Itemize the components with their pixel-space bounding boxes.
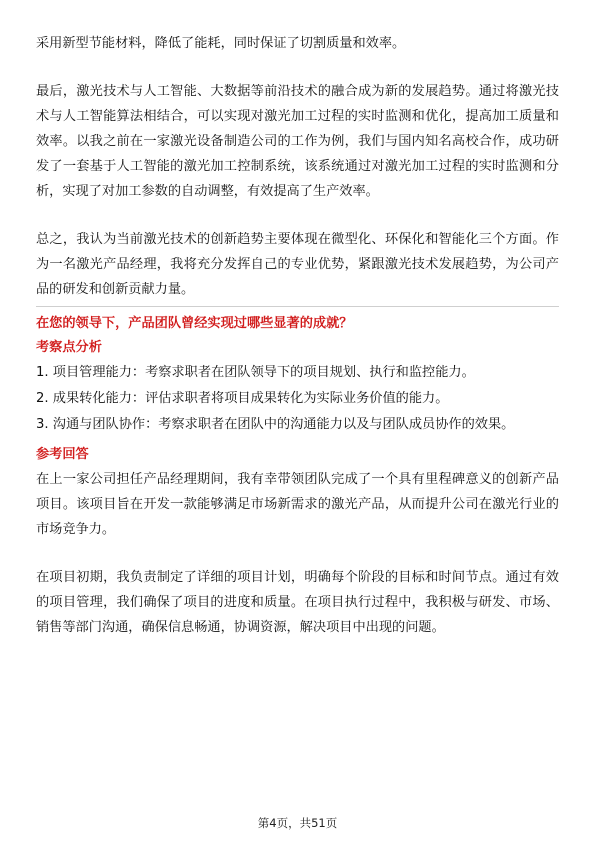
intro-tail-paragraph: 采用新型节能材料，降低了能耗，同时保证了切割质量和效率。 [36, 36, 406, 51]
analysis-title: 考察点分析 [36, 340, 102, 355]
paragraph-gap [36, 56, 559, 79]
analysis-list [36, 360, 559, 438]
analysis-point: 2. 成果转化能力：评估求职者将项目成果转化为实际业务价值的能力。 [36, 391, 449, 406]
ai-trend-paragraph: 最后，激光技术与人工智能、大数据等前沿技术的融合成为新的发展趋势。通过将激光技术与人工智能算法相结合，可以实现对激光加工过程的实时监测和优化，提高加工质量和效率。以我之前在一家激光设备制造公司的工作为例，我们与国内知名高校合作，成功研发了一套基于人工智能的激光加工控制系统，该系统通过对激光加工过程的实时监测和分析，实现了对加工参数的自动调整，有效提高了生产效率。 [36, 84, 559, 199]
paragraph-gap [36, 542, 559, 565]
answer-paragraph: 在上一家公司担任产品经理期间，我有幸带领团队完成了一个具有里程碑意义的创新产品项目。该项目旨在开发一款能够满足市场新需求的激光产品，从而提升公司在激光行业的市场竞争力。 [36, 472, 559, 537]
analysis-point: 1. 项目管理能力：考察求职者在团队领导下的项目规划、执行和监控能力。 [36, 365, 475, 380]
page-content [36, 31, 559, 640]
summary-paragraph: 总之，我认为当前激光技术的创新趋势主要体现在微型化、环保化和智能化三个方面。作为一名激光产品经理，我将充分发挥自己的专业优势，紧跟激光技术发展趋势，为公司产品的研发和创新贡献力量。 [36, 232, 559, 297]
paragraph-gap [36, 204, 559, 227]
analysis-point: 3. 沟通与团队协作：考察求职者在团队中的沟通能力以及与团队成员协作的效果。 [36, 417, 515, 432]
answer-title: 参考回答 [36, 447, 89, 462]
answer-paragraph: 在项目初期，我负责制定了详细的项目计划，明确每个阶段的目标和时间节点。通过有效的项目管理，我们确保了项目的进度和质量。在项目执行过程中，我积极与研发、市场、销售等部门沟通，确保信息畅通，协调资源，解决项目中出现的问题。 [36, 570, 559, 635]
page-footer: 第4页，共51页 [257, 816, 338, 830]
section-divider [36, 306, 559, 307]
interview-question: 在您的领导下，产品团队曾经实现过哪些显著的成就？ [36, 316, 353, 331]
